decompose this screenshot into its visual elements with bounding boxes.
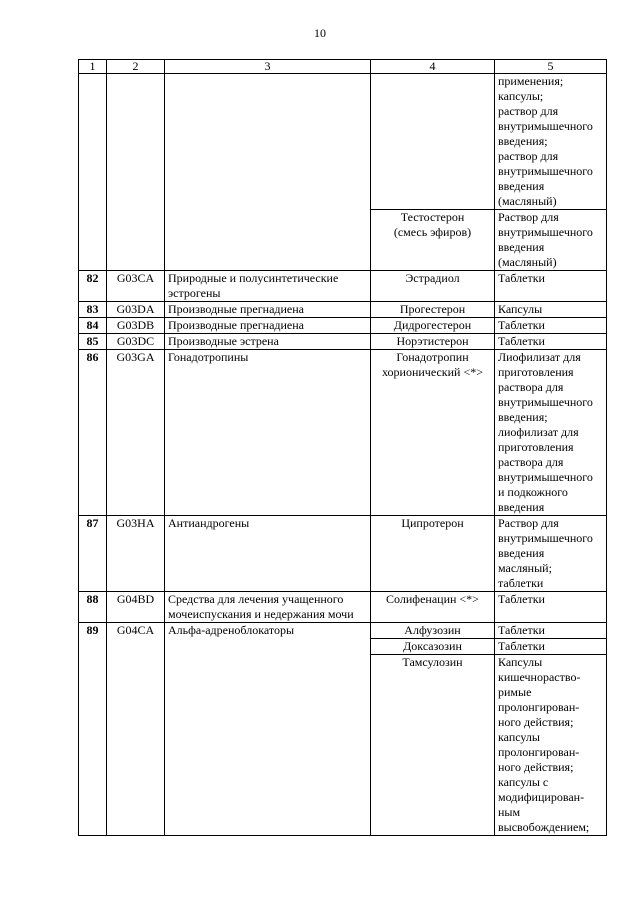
- drug-cell: Доксазозин: [371, 639, 495, 655]
- table-row: [79, 623, 607, 639]
- header-cell: 4: [371, 60, 495, 74]
- table-row: [79, 592, 607, 623]
- form-cell: Таблетки: [495, 334, 607, 350]
- form-cell: Раствор для внутримышечного введения масляный; таблетки: [495, 516, 607, 592]
- table-row: [79, 334, 607, 350]
- atc-code-cell: G03CA: [107, 271, 165, 302]
- drug-cell: [371, 74, 495, 210]
- atc-code-cell: [107, 74, 165, 271]
- group-cell: Средства для лечения учащенного мочеиспускания и недержания мочи: [165, 592, 371, 623]
- row-number-cell: 83: [79, 302, 107, 318]
- form-cell: Лиофилизат для приготовления раствора для внутримышечного введения; лиофилизат для приготовления раствора для внутримышечного и подкожного введения: [495, 350, 607, 516]
- atc-code-cell: G03DB: [107, 318, 165, 334]
- group-cell: Антиандрогены: [165, 516, 371, 592]
- drug-cell: Тестостерон (смесь эфиров): [371, 210, 495, 271]
- group-cell: [165, 74, 371, 271]
- row-number-cell: [79, 74, 107, 271]
- drug-cell: Дидрогестерон: [371, 318, 495, 334]
- drug-cell: Эстрадиол: [371, 271, 495, 302]
- table-row: [79, 302, 607, 318]
- form-cell: Таблетки: [495, 271, 607, 302]
- group-cell: Альфа-адреноблокаторы: [165, 623, 371, 836]
- header-cell: 5: [495, 60, 607, 74]
- medication-table: [78, 59, 607, 836]
- header-cell: 2: [107, 60, 165, 74]
- form-cell: применения; капсулы; раствор для внутримышечного введения; раствор для внутримышечного введения (масляный): [495, 74, 607, 210]
- row-number-cell: 82: [79, 271, 107, 302]
- form-cell: Раствор для внутримышечного введения (масляный): [495, 210, 607, 271]
- header-cell: 3: [165, 60, 371, 74]
- drug-cell: Гонадотропин хорионический <*>: [371, 350, 495, 516]
- table-row: [79, 350, 607, 516]
- table-row: [79, 74, 607, 210]
- atc-code-cell: G03DA: [107, 302, 165, 318]
- row-number-cell: 84: [79, 318, 107, 334]
- group-cell: Природные и полусинтетические эстрогены: [165, 271, 371, 302]
- atc-code-cell: G04BD: [107, 592, 165, 623]
- atc-code-cell: G03GA: [107, 350, 165, 516]
- atc-code-cell: G04CA: [107, 623, 165, 836]
- form-cell: Капсулы: [495, 302, 607, 318]
- group-cell: Производные прегнадиена: [165, 302, 371, 318]
- page-number: 10: [314, 26, 326, 40]
- group-cell: Производные эстрена: [165, 334, 371, 350]
- header-cell: 1: [79, 60, 107, 74]
- atc-code-cell: G03DC: [107, 334, 165, 350]
- drug-cell: Норэтистерон: [371, 334, 495, 350]
- group-cell: Производные прегнадиена: [165, 318, 371, 334]
- row-number-cell: 88: [79, 592, 107, 623]
- row-number-cell: 89: [79, 623, 107, 836]
- row-number-cell: 85: [79, 334, 107, 350]
- form-cell: Капсулы кишечнораство- римые пролонгирован- ного действия; капсулы пролонгирован- ного действия; капсулы с модифицирован- ным высвобождением;: [495, 655, 607, 836]
- drug-cell: Солифенацин <*>: [371, 592, 495, 623]
- table-row: [79, 271, 607, 302]
- table-row: [79, 516, 607, 592]
- drug-cell: Алфузозин: [371, 623, 495, 639]
- form-cell: Таблетки: [495, 592, 607, 623]
- drug-cell: Ципротерон: [371, 516, 495, 592]
- row-number-cell: 86: [79, 350, 107, 516]
- form-cell: Таблетки: [495, 623, 607, 639]
- header-row: [79, 60, 607, 74]
- form-cell: Таблетки: [495, 318, 607, 334]
- atc-code-cell: G03HA: [107, 516, 165, 592]
- table-row: [79, 318, 607, 334]
- drug-cell: Прогестерон: [371, 302, 495, 318]
- group-cell: Гонадотропины: [165, 350, 371, 516]
- drug-cell: Тамсулозин: [371, 655, 495, 836]
- form-cell: Таблетки: [495, 639, 607, 655]
- row-number-cell: 87: [79, 516, 107, 592]
